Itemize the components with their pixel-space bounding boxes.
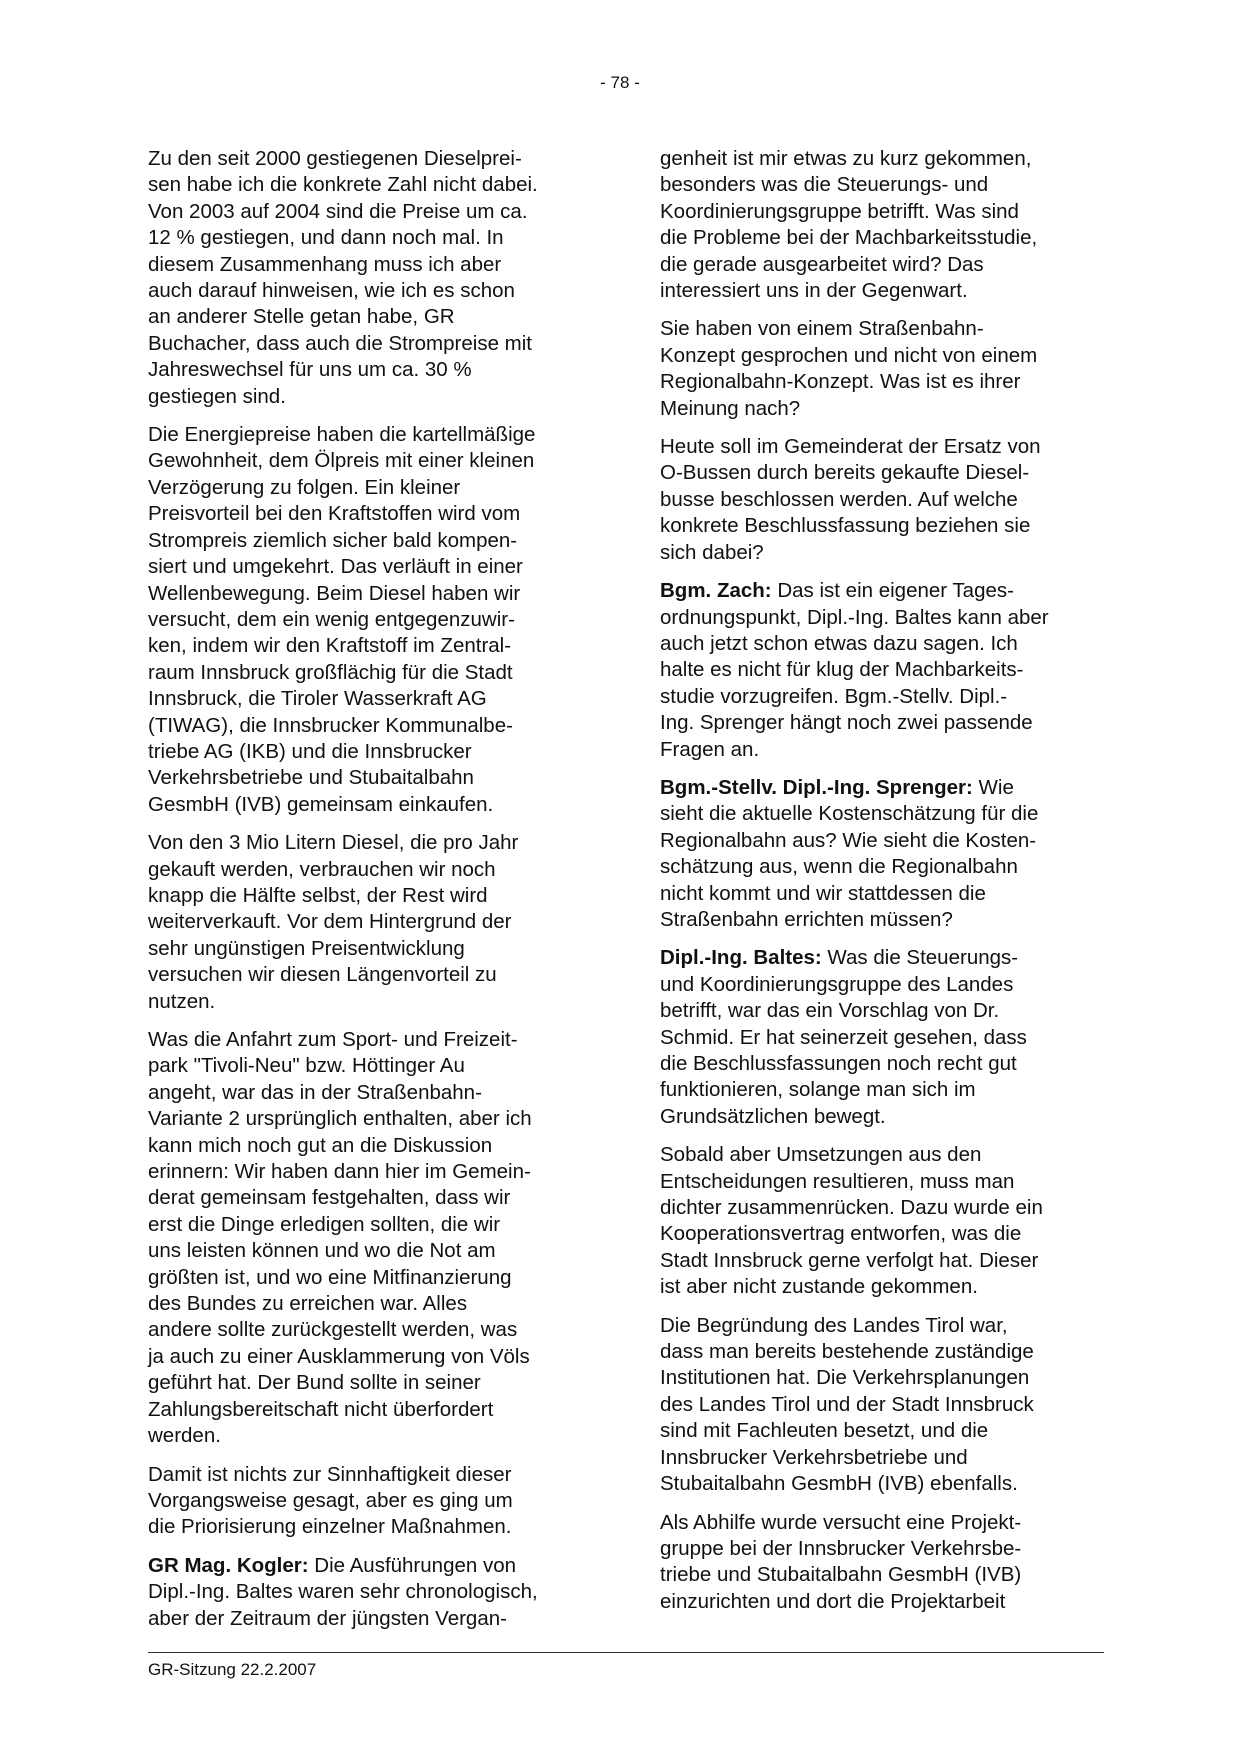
left-column (148, 146, 588, 1644)
speaker-name: Bgm. Zach: (660, 579, 772, 603)
text-line: Die Begründung des Landes Tirol war, (660, 1313, 1008, 1337)
text-line: Dipl.-Ing. Baltes waren sehr chronologisch, (148, 1580, 538, 1604)
footer-divider (148, 1652, 1104, 1653)
text-line: die gerade ausgearbeitet wird? Das (660, 252, 984, 276)
paragraph (660, 316, 1104, 422)
text-line: uns leisten können und wo die Not am (148, 1239, 496, 1263)
text-line: einzurichten und dort die Projektarbeit (660, 1589, 1006, 1613)
text-line: geführt hat. Der Bund sollte in seiner (148, 1371, 481, 1395)
footer-text: GR-Sitzung 22.2.2007 (148, 1660, 317, 1679)
text-line: dass man bereits bestehende zuständige (660, 1340, 1034, 1364)
text-line: Zahlungsbereitschaft nicht überfordert (148, 1397, 494, 1421)
paragraph (660, 434, 1104, 566)
paragraph (660, 945, 1104, 1130)
text-line: Heute soll im Gemeinderat der Ersatz von (660, 435, 1041, 459)
text-line: Stadt Innsbruck gerne verfolgt hat. Dieser (660, 1248, 1039, 1272)
text-line: Sobald aber Umsetzungen aus den (660, 1143, 982, 1167)
text-line: Konzept gesprochen und nicht von einem (660, 343, 1038, 367)
text-line: Regionalbahn-Konzept. Was ist es ihrer (660, 370, 1021, 394)
text-line: weiterverkauft. Vor dem Hintergrund der (148, 910, 512, 934)
text-line: dichter zusammenrücken. Dazu wurde ein (660, 1196, 1043, 1220)
paragraph (148, 1553, 588, 1632)
text-line: Verzögerung zu folgen. Ein kleiner (148, 475, 461, 499)
text-line: ja auch zu einer Ausklammerung von Völs (148, 1344, 530, 1368)
text-line: Von 2003 auf 2004 sind die Preise um ca. (148, 199, 528, 223)
text-line: Entscheidungen resultieren, muss man (660, 1169, 1015, 1193)
text-line: konkrete Beschlussfassung beziehen sie (660, 514, 1031, 538)
text-line: GesmbH (IVB) gemeinsam einkaufen. (148, 792, 494, 816)
text-line: Meinung nach? (660, 396, 801, 420)
speaker-name: Dipl.-Ing. Baltes: (660, 946, 822, 970)
text-line: Jahreswechsel für uns um ca. 30 % (148, 358, 472, 382)
text-line: Das ist ein eigener Tages- (771, 579, 1014, 603)
text-line: Fragen an. (660, 737, 760, 761)
text-line: genheit ist mir etwas zu kurz gekommen, (660, 147, 1032, 170)
text-line: Wie (972, 775, 1014, 799)
text-line: raum Innsbruck großflächig für die Stadt (148, 660, 513, 684)
text-line: versucht, dem ein wenig entgegenzuwir- (148, 607, 515, 631)
text-line: Straßenbahn errichten müssen? (660, 907, 953, 931)
text-line: triebe AG (IKB) und die Innsbrucker (148, 739, 472, 763)
text-line: auch darauf hinweisen, wie ich es schon (148, 279, 515, 303)
text-line: Strompreis ziemlich sicher bald kompen- (148, 528, 518, 552)
text-line: Als Abhilfe wurde versucht eine Projekt- (660, 1510, 1022, 1534)
speaker-name: GR Mag. Kogler: (148, 1553, 309, 1577)
text-line: versuchen wir diesen Längenvorteil zu (148, 963, 497, 987)
text-line: erinnern: Wir haben dann hier im Gemein- (148, 1160, 531, 1184)
text-line: nicht kommt und wir stattdessen die (660, 881, 986, 905)
text-line: werden. (148, 1424, 221, 1448)
text-line: sieht die aktuelle Kostenschätzung für die (660, 802, 1039, 826)
text-line: größten ist, und wo eine Mitfinanzierung (148, 1265, 512, 1289)
text-line: nutzen. (148, 989, 216, 1013)
paragraph (660, 775, 1104, 933)
text-line: Vorgangsweise gesagt, aber es ging um (148, 1488, 513, 1512)
text-line: Gewohnheit, dem Ölpreis mit einer kleinen (148, 449, 535, 473)
text-line: Die Energiepreise haben die kartellmäßige (148, 423, 536, 447)
text-line: des Bundes zu erreichen war. Alles (148, 1292, 468, 1316)
text-line: (TIWAG), die Innsbrucker Kommunalbe- (148, 713, 513, 737)
text-line: Stubaitalbahn GesmbH (IVB) ebenfalls. (660, 1472, 1018, 1496)
text-line: knapp die Hälfte selbst, der Rest wird (148, 883, 488, 907)
text-line: Was die Anfahrt zum Sport- und Freizeit- (148, 1028, 518, 1051)
text-line: angeht, war das in der Straßenbahn- (148, 1080, 482, 1104)
text-line: Preisvorteil bei den Kraftstoffen wird vom (148, 502, 521, 526)
right-column (660, 146, 1104, 1627)
text-line: schätzung aus, wenn die Regionalbahn (660, 855, 1018, 879)
text-line: park "Tivoli-Neu" bzw. Höttinger Au (148, 1054, 465, 1078)
paragraph (148, 1027, 588, 1450)
text-line: Koordinierungsgruppe betrifft. Was sind (660, 199, 1019, 223)
text-line: sehr ungünstigen Preisentwicklung (148, 936, 465, 960)
paragraph (148, 830, 588, 1015)
text-line: interessiert uns in der Gegenwart. (660, 279, 968, 303)
text-line: Regionalbahn aus? Wie sieht die Kosten- (660, 828, 1037, 852)
text-line: 12 % gestiegen, und dann noch mal. In (148, 226, 504, 250)
text-line: Was die Steuerungs- (821, 946, 1019, 970)
text-line: triebe und Stubaitalbahn GesmbH (IVB) (660, 1563, 1022, 1587)
text-line: und Koordinierungsgruppe des Landes (660, 972, 1014, 996)
paragraph (660, 1142, 1104, 1300)
paragraph (660, 146, 1104, 304)
text-line: sich dabei? (660, 540, 764, 564)
text-line: ken, indem wir den Kraftstoff im Zentral- (148, 634, 512, 658)
text-line: derat gemeinsam festgehalten, dass wir (148, 1186, 511, 1210)
text-line: sind mit Fachleuten besetzt, und die (660, 1419, 989, 1443)
text-line: kann mich noch gut an die Diskussion (148, 1133, 493, 1157)
text-line: des Landes Tirol und der Stadt Innsbruck (660, 1392, 1034, 1416)
text-line: gestiegen sind. (148, 384, 286, 408)
text-line: Von den 3 Mio Litern Diesel, die pro Jahr (148, 831, 519, 855)
speaker-name: Bgm.-Stellv. Dipl.-Ing. Sprenger: (660, 775, 973, 799)
text-line: Grundsätzlichen bewegt. (660, 1104, 886, 1128)
text-line: diesem Zusammenhang muss ich aber (148, 252, 502, 276)
text-line: die Priorisierung einzelner Maßnahmen. (148, 1515, 512, 1539)
text-line: Institutionen hat. Die Verkehrsplanungen (660, 1366, 1030, 1390)
text-line: Zu den seit 2000 gestiegenen Dieselprei- (148, 147, 522, 170)
paragraph (660, 1510, 1104, 1616)
text-line: funktionieren, solange man sich im (660, 1078, 976, 1102)
text-line: an anderer Stelle getan habe, GR (148, 305, 455, 329)
text-line: aber der Zeitraum der jüngsten Vergan- (148, 1606, 507, 1630)
text-line: Variante 2 ursprünglich enthalten, aber ich (148, 1107, 532, 1131)
text-line: Schmid. Er hat seinerzeit gesehen, dass (660, 1025, 1027, 1049)
text-line: gruppe bei der Innsbrucker Verkehrsbe- (660, 1536, 1022, 1560)
text-line: Wellenbewegung. Beim Diesel haben wir (148, 581, 521, 605)
text-line: besonders was die Steuerungs- und (660, 173, 989, 197)
paragraph (148, 146, 588, 410)
text-line: ordnungspunkt, Dipl.-Ing. Baltes kann aber (660, 605, 1049, 629)
paragraph (148, 1462, 588, 1541)
text-line: studie vorzugreifen. Bgm.-Stellv. Dipl.- (660, 684, 1008, 708)
text-line: erst die Dinge erledigen sollten, die wir (148, 1212, 501, 1236)
text-line: Innsbrucker Verkehrsbetriebe und (660, 1445, 968, 1469)
text-line: busse beschlossen werden. Auf welche (660, 487, 1018, 511)
text-line: andere sollte zurückgestellt werden, was (148, 1318, 518, 1342)
text-line: gekauft werden, verbrauchen wir noch (148, 857, 496, 881)
page-number: - 78 - (600, 73, 640, 92)
paragraph (660, 578, 1104, 763)
text-line: Ing. Sprenger hängt noch zwei passende (660, 711, 1033, 735)
text-line: Verkehrsbetriebe und Stubaitalbahn (148, 766, 474, 790)
text-line: Kooperationsvertrag entworfen, was die (660, 1222, 1022, 1246)
text-line: betrifft, war das ein Vorschlag von Dr. (660, 999, 1000, 1023)
text-line: Innsbruck, die Tiroler Wasserkraft AG (148, 687, 487, 711)
text-line: ist aber nicht zustande gekommen. (660, 1275, 978, 1299)
text-line: auch jetzt schon etwas dazu sagen. Ich (660, 631, 1018, 655)
text-line: sen habe ich die konkrete Zahl nicht dabei. (148, 173, 538, 197)
text-line: Damit ist nichts zur Sinnhaftigkeit dieser (148, 1462, 512, 1486)
text-line: die Probleme bei der Machbarkeitsstudie, (660, 226, 1038, 250)
text-line: Die Ausführungen von (308, 1553, 517, 1577)
text-line: Buchacher, dass auch die Strompreise mit (148, 331, 532, 355)
paragraph (660, 1313, 1104, 1498)
text-line: O-Bussen durch bereits gekaufte Diesel- (660, 461, 1030, 485)
text-line: die Beschlussfassungen noch recht gut (660, 1052, 1017, 1075)
text-line: siert und umgekehrt. Das verläuft in einer (148, 555, 523, 579)
text-line: Sie haben von einem Straßenbahn- (660, 317, 984, 341)
paragraph (148, 422, 588, 818)
text-line: halte es nicht für klug der Machbarkeits- (660, 658, 1024, 682)
